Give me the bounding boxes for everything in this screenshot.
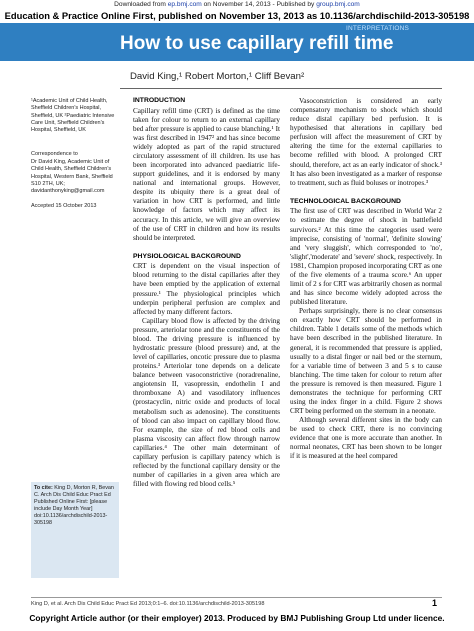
footer-divider [31,597,442,598]
cite-text: King D, Morton R, Bevan C. Arch Dis Child Educ Pract Ed Published Online First: [please include Day Month Year] doi:10.1136/archdischild-2013-305198 [34,485,114,527]
accepted-date: Accepted 15 October 2013 [31,203,97,209]
article-category: INTERPRETATIONS [346,25,410,32]
cite-label: To cite: [34,485,53,491]
physio-paragraph-1: CRT is dependent on the visual inspection of blood returning to the distal capillaries after they have been emptied by the application of external pressure.¹ The physiological principles which underpin peripheral perfusion are complex and affected by many different factors. [133,262,280,316]
copyright-line: Copyright Article author (or their employer) 2013. Produced by BMJ Publishing Group Ltd under licence. [29,613,445,623]
download-middle: on November 14, 2013 - Published by [203,1,315,8]
correspondence-title: Correspondence to [31,151,78,157]
title-banner [0,23,474,61]
cite-box [31,482,119,578]
physio-paragraph-2: Capillary blood flow is affected by the driving pressure, arteriolar tone and the constituents of the blood. The driving pressure is influenced by hydrostatic pressure (blood pressure) and, at the level of capillaries, oncotic pressure due to plasma proteins.³ Arteriolar tone depends on a delicate balance between vasoconstrictive (noradrenaline, angiotensin II, vasopressin, endothelin I and thromboxane A) and vasodilatory influences (prostacyclin, nitric oxide and products of local metabolism such as adenosine). The constituents of blood can also impact on capillary blood flow. For example, the size of red blood cells and plasma viscosity can affect flow through narrow capillaries.⁴ The other main determinant of capillary perfusion is capillary patency which is reflected by the functional capillary density or the number of capillaries in a given area which are filled with flowing red blood cells.⁵ [133,316,280,489]
footer-citation: King D, et al. Arch Dis Child Educ Pract Ed 2013;0:1–6. doi:10.1136/archdischild-2013-305198 [31,601,265,607]
tech-paragraph-2: Perhaps surprisingly, there is no clear consensus on exactly how CRT should be performed in children. Table 1 details some of the methods which have been described in the published literature. In general, it is recommended that pressure is applied, usually to a distal finger or nail bed or the sternum, for a variable time of between 3 and 5 s to cause blanching. The time taken for colour to return after the pressure is removed is then measured. Figure 1 demonstrates the technique for performing CRT using the index finger in a child. Figure 2 shows CRT being performed on the sternum in a neonate. [290,307,442,416]
vasoconstriction-paragraph: Vasoconstriction is considered an early compensatory mechanism to shock which should reduce distal capillary bed perfusion. It is hypothesised that alterations in capillary bed perfusion will affect the measurement of CRT by altering the time for the external capillaries to become refilled with blood. A prolonged CRT should, therefore, act as an early indicator of shock.³ It has also been investigated as a marker of response to treatment, such as fluid boluses or inotropes.³ [290,97,442,187]
column-left [133,97,280,489]
tech-paragraph-3: Although several different sites in the body can be used to check CRT, there is no convincing evidence that one is more accurate than another. In normal neonates, CRT has been shown to be longer if it is measured at the heel compared [290,416,442,461]
author-list: David King,¹ Robert Morton,¹ Cliff Bevan² [130,71,305,82]
article-title: How to use capillary refill time [120,33,394,54]
download-prefix: Downloaded from [114,1,166,8]
tech-paragraph-1: The first use of CRT was described in World War 2 to estimate the degree of shock in battlefield survivors.² At this time the categories used were imprecise, consisting of 'normal', 'definite slowing' and 'very sluggish', which corresponded to 'no', 'slight','moderate' and 'severe' shock, respectively. In 1981, Champion proposed incorporating CRT as one of the five elements of a trauma score.⁶ An upper limit of 2 s for CRT was arbitrarily chosen as normal and has since become widely adopted across the published literature. [290,207,442,307]
intro-paragraph: Capillary refill time (CRT) is defined as the time taken for colour to return to an external capillary bed after pressure is applied to cause blanching.¹ It was first described in 1947² and has since become widely adopted as part of the rapid structured circulatory assessment of ill children. Its use has been incorporated into advanced paediatric life-support guidelines, and it is endorsed by many national and international groups. However, despite its ubiquity there is a great deal of variation in how CRT is performed, and little knowledge of factors which may affect its accuracy. In this article, we will give an overview of the use of CRT in children and how its results should be interpreted. [133,106,280,242]
column-right [290,97,442,462]
author-divider [120,88,442,89]
intro-heading: INTRODUCTION [133,97,186,104]
correspondence-text: Dr David King, Academic Unit of Child Health, Sheffield Children's Hospital, Western Bank, Sheffield S10 2TH, UK; davidanthonyking@gmail.com [31,159,113,194]
affiliations: ¹Academic Unit of Child Health, Sheffield Children's Hospital, Sheffield, UK ²Paediatric Intensive Care Unit, Sheffield Children's Hospital, Sheffield, UK [31,98,115,133]
tech-heading: TECHNOLOGICAL BACKGROUND [290,197,401,205]
page-number: 1 [432,598,438,608]
site-link[interactable]: ep.bmj.com [167,1,202,8]
download-notice [0,1,474,8]
publication-line: Education & Practice Online First, published on November 13, 2013 as 10.1136/archdischild-2013-305198 [4,10,470,21]
physio-heading: PHYSIOLOGICAL BACKGROUND [133,252,241,260]
publisher-link[interactable]: group.bmj.com [316,1,360,8]
